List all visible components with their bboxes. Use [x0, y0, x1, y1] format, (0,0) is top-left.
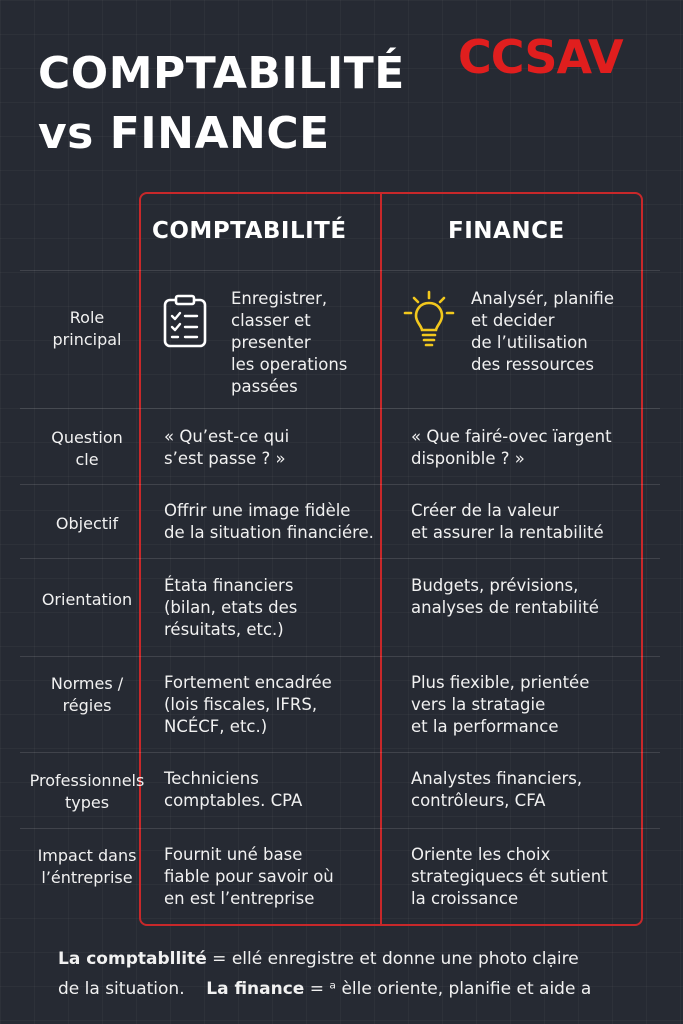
- cell-comptabilite-role: Enregistrer, classer et presenter les operations passées: [231, 289, 348, 396]
- row-label-question-cle: Question cle: [51, 428, 123, 469]
- brand-logo: CCSAV: [458, 30, 623, 84]
- footer-line-1: [58, 944, 591, 974]
- cell-comptabilite-question: « Qu’est-ce qui s’est passe ? »: [164, 427, 290, 468]
- cell-finance-objectif: Créer de la valeur et assurer la rentabilité: [411, 501, 604, 542]
- row-separator: [20, 656, 660, 657]
- page-title: [38, 44, 405, 164]
- row-separator: [20, 270, 660, 271]
- row-separator: [20, 408, 660, 409]
- lightbulb-icon: [403, 290, 455, 350]
- title-line-1: COMPTABILITÉ: [38, 48, 405, 99]
- row-separator: [20, 484, 660, 485]
- footer-comptabilite-term: La comptabllité: [58, 949, 207, 969]
- cell-comptabilite-impact: Fournit uné base ﬁable pour savoir où en est l’entreprise: [164, 845, 334, 908]
- title-line-2: vs FINANCE: [38, 108, 330, 159]
- row-separator: [20, 828, 660, 829]
- row-label-normes: Normes / régies: [50, 674, 124, 715]
- row-separator: [20, 558, 660, 559]
- row-label-role-principal: Role principal: [52, 308, 122, 349]
- cell-comptabilite-normes: Fortement encadrée (lois fiscales, IFRS, NCÉCF, etc.): [164, 673, 332, 736]
- cell-comptabilite-objectif: Offrir une image fidèle de la situation financiére.: [164, 501, 374, 542]
- row-label-professionnels: Professionnels types: [29, 771, 145, 812]
- column-divider: [380, 192, 382, 926]
- footer-summary: [58, 944, 591, 1004]
- footer-finance-term: La finance: [206, 979, 305, 999]
- row-label-impact: Impact dans l’éntreprise: [37, 846, 137, 887]
- cell-finance-question: « Que fairé-ovec ïargent disponible ? »: [411, 427, 612, 468]
- cell-finance-professionnels: Analystes financiers, contrôleurs, CFA: [411, 769, 583, 810]
- cell-comptabilite-professionnels: Techniciens comptables. CPA: [164, 769, 303, 810]
- footer-line-2: [58, 974, 591, 1004]
- row-label-objectif: Objectif: [55, 514, 119, 533]
- footer-line-2-text: = ᵃ èlle oriente, planifie et aide a: [304, 979, 592, 999]
- row-label-orientation: Orientation: [41, 590, 133, 609]
- column-header-comptabilite: COMPTABILITÉ: [152, 218, 347, 244]
- cell-finance-normes: Plus fiexible, prientée vers la stratagie et la performance: [411, 673, 590, 736]
- cell-comptabilite-orientation: Étata financiers (bilan, etats des résuitats, etc.): [164, 576, 298, 639]
- footer-line-1-text: = ellé enregistre et donne une photo clạire: [206, 949, 579, 969]
- cell-finance-orientation: Budgets, prévisions, analyses de rentabilité: [411, 576, 599, 617]
- row-separator: [20, 752, 660, 753]
- cell-finance-role: Analysér, planifie et decider de l’utilisation des ressources: [471, 289, 614, 374]
- clipboard-checklist-icon: [162, 294, 208, 348]
- footer-line-2-start: de la situation.: [58, 979, 185, 999]
- cell-finance-impact: Oriente les choix strategiquecs ét sutient la croissance: [411, 845, 608, 908]
- column-header-finance: FINANCE: [448, 218, 565, 244]
